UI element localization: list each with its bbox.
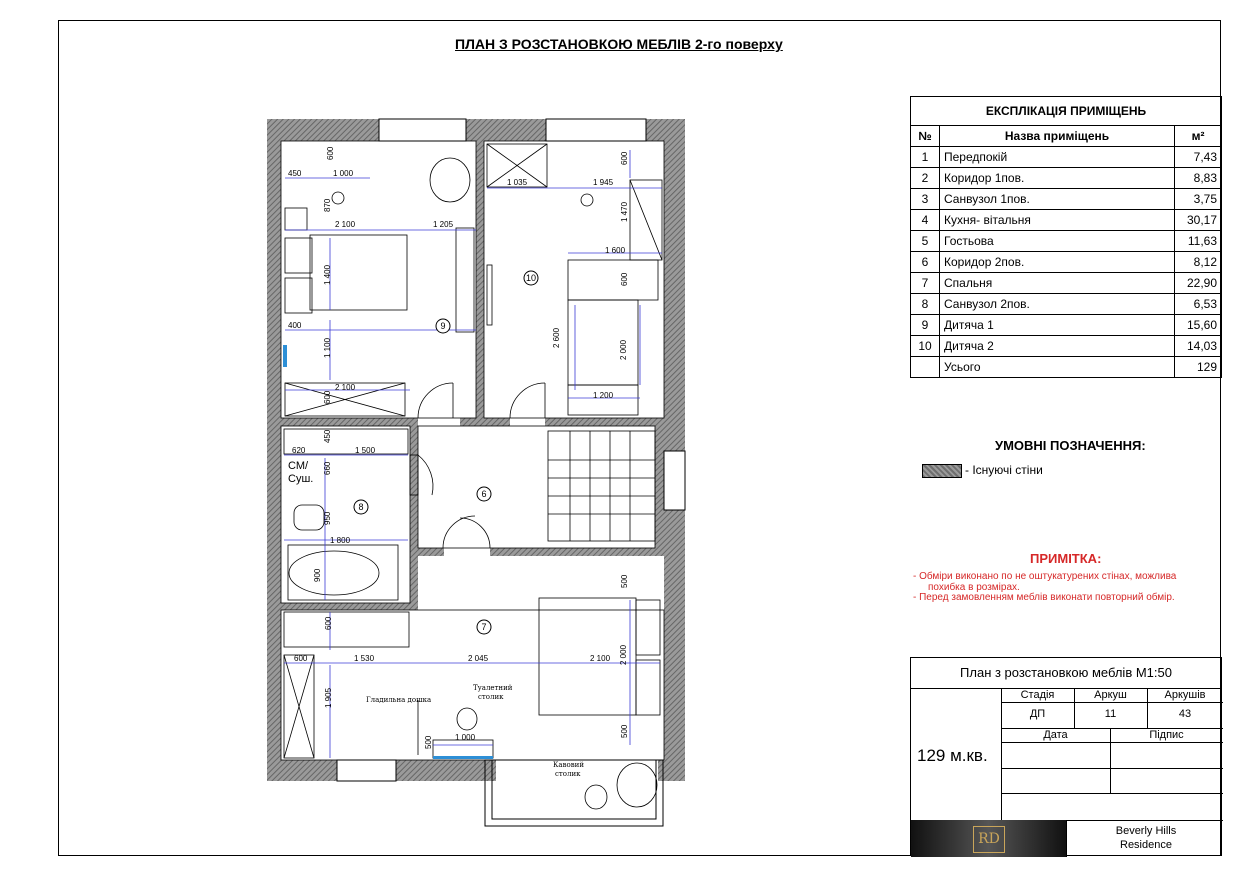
coffee-table-label-2: столик xyxy=(555,770,581,778)
row-name: Дитяча 2 xyxy=(940,336,1175,357)
row-area: 15,60 xyxy=(1175,315,1222,336)
row-area: 6,53 xyxy=(1175,294,1222,315)
row-name: Коридор 2пов. xyxy=(940,252,1175,273)
ironing-board-label: Гладильна дошка xyxy=(366,696,432,704)
row-name: Передпокій xyxy=(940,147,1175,168)
row-name: Кухня- вітальня xyxy=(940,210,1175,231)
legend-item: - Існуючі стіни xyxy=(965,463,1043,477)
svg-text:1 470: 1 470 xyxy=(620,201,629,222)
explication-table xyxy=(910,96,1222,378)
svg-text:2 000: 2 000 xyxy=(619,644,628,665)
svg-text:600: 600 xyxy=(620,151,629,165)
row-name: Гостьова xyxy=(940,231,1175,252)
svg-text:1 035: 1 035 xyxy=(507,178,528,187)
explication-row xyxy=(911,315,1222,336)
svg-text:600: 600 xyxy=(326,146,335,160)
svg-text:1 205: 1 205 xyxy=(433,220,454,229)
explication-row xyxy=(911,189,1222,210)
row-no: 10 xyxy=(911,336,940,357)
svg-text:450: 450 xyxy=(288,169,302,178)
note-heading: ПРИМІТКА: xyxy=(1030,551,1102,566)
svg-text:500: 500 xyxy=(620,574,629,588)
explication-row xyxy=(911,147,1222,168)
svg-text:1 000: 1 000 xyxy=(455,733,476,742)
svg-text:950: 950 xyxy=(323,511,332,525)
svg-text:400: 400 xyxy=(288,321,302,330)
sheet-label: Аркуш xyxy=(1094,689,1127,701)
row-no: 9 xyxy=(911,315,940,336)
sheet-title: План з розстановкою меблів М1:50 xyxy=(911,658,1221,689)
total-area: 129 м.кв. xyxy=(917,746,988,765)
col-name: Назва приміщень xyxy=(940,126,1175,147)
row-area: 8,12 xyxy=(1175,252,1222,273)
sheets-value: 43 xyxy=(1178,708,1192,720)
svg-text:1 000: 1 000 xyxy=(333,169,354,178)
row-no: 8 xyxy=(911,294,940,315)
coffee-table-label: Кавовий xyxy=(553,761,585,769)
room-number-10: 10 xyxy=(525,273,537,283)
svg-text:600: 600 xyxy=(620,272,629,286)
washer-dryer-label-line1: СМ/ xyxy=(288,460,309,472)
sheet-value: 11 xyxy=(1104,708,1117,720)
row-area: 30,17 xyxy=(1175,210,1222,231)
stage-value: ДП xyxy=(1029,708,1046,720)
row-area: 8,83 xyxy=(1175,168,1222,189)
vanity-table-label: Туалетний xyxy=(473,684,513,692)
svg-text:1 100: 1 100 xyxy=(323,337,332,358)
washer-dryer-label-line2: Суш. xyxy=(288,473,314,485)
svg-text:2 100: 2 100 xyxy=(590,654,611,663)
title-block xyxy=(910,657,1222,856)
svg-text:1 905: 1 905 xyxy=(324,687,333,708)
brand-line-1: Beverly Hills xyxy=(1115,825,1177,837)
explication-heading: ЕКСПЛІКАЦІЯ ПРИМІЩЕНЬ xyxy=(910,96,1222,125)
explication-row xyxy=(911,336,1222,357)
row-area: 22,90 xyxy=(1175,273,1222,294)
explication-row xyxy=(911,294,1222,315)
legend-heading: УМОВНІ ПОЗНАЧЕННЯ: xyxy=(995,438,1146,453)
sheets-label: Аркушів xyxy=(1164,689,1206,701)
svg-text:500: 500 xyxy=(424,735,433,749)
sign-label: Підпис xyxy=(1149,729,1184,741)
svg-text:1 530: 1 530 xyxy=(354,654,375,663)
room-number-8: 8 xyxy=(358,502,364,512)
svg-text:1 945: 1 945 xyxy=(593,178,614,187)
svg-text:2 045: 2 045 xyxy=(468,654,489,663)
vanity-table-label-2: столик xyxy=(478,693,504,701)
row-name: Спальня xyxy=(940,273,1175,294)
row-no: 7 xyxy=(911,273,940,294)
row-no: 3 xyxy=(911,189,940,210)
existing-walls-swatch xyxy=(922,464,962,478)
svg-text:2 600: 2 600 xyxy=(552,327,561,348)
row-name: Санвузол 1пов. xyxy=(940,189,1175,210)
note-line-3: - Перед замовленням меблів виконати повторний обмір. xyxy=(913,592,1175,603)
svg-text:900: 900 xyxy=(313,568,322,582)
room-number-9: 9 xyxy=(440,321,446,331)
row-area: 3,75 xyxy=(1175,189,1222,210)
svg-text:660: 660 xyxy=(323,461,332,475)
col-area: м² xyxy=(1175,126,1222,147)
svg-text:2 100: 2 100 xyxy=(335,220,356,229)
room-number-6: 6 xyxy=(481,489,487,499)
explication-row xyxy=(911,231,1222,252)
svg-text:2 100: 2 100 xyxy=(335,383,356,392)
explication-row xyxy=(911,210,1222,231)
row-no: 4 xyxy=(911,210,940,231)
explication-row xyxy=(911,252,1222,273)
brand-line-2: Residence xyxy=(1120,839,1172,851)
svg-text:870: 870 xyxy=(323,198,332,212)
row-no: 6 xyxy=(911,252,940,273)
row-name: Дитяча 1 xyxy=(940,315,1175,336)
row-area: 14,03 xyxy=(1175,336,1222,357)
explication-total-row xyxy=(911,357,1222,378)
svg-text:2 000: 2 000 xyxy=(619,339,628,360)
row-name: Коридор 1пов. xyxy=(940,168,1175,189)
explication-row xyxy=(911,273,1222,294)
total-area-value: 129 xyxy=(1175,357,1222,378)
brand-name xyxy=(1101,824,1191,852)
svg-text:600: 600 xyxy=(294,654,308,663)
note-line-1: - Обміри виконано по не оштукатурених стінах, можлива xyxy=(913,571,1177,582)
svg-text:1 400: 1 400 xyxy=(323,264,332,285)
svg-text:1 200: 1 200 xyxy=(593,391,614,400)
svg-text:1 500: 1 500 xyxy=(355,446,376,455)
room-number-7: 7 xyxy=(481,622,487,632)
row-no: 2 xyxy=(911,168,940,189)
svg-text:600: 600 xyxy=(324,616,333,630)
total-label: Усього xyxy=(940,357,1175,378)
company-logo xyxy=(911,820,1066,857)
page-title: ПЛАН З РОЗСТАНОВКОЮ МЕБЛІВ 2-го поверху xyxy=(455,36,783,52)
svg-text:500: 500 xyxy=(620,724,629,738)
svg-text:1 800: 1 800 xyxy=(330,536,351,545)
dimensions xyxy=(288,146,629,749)
svg-text:620: 620 xyxy=(292,446,306,455)
date-label: Дата xyxy=(1043,729,1068,741)
logo-mark: RD xyxy=(973,826,1005,853)
row-no: 5 xyxy=(911,231,940,252)
row-area: 7,43 xyxy=(1175,147,1222,168)
explication-row xyxy=(911,168,1222,189)
row-area: 11,63 xyxy=(1175,231,1222,252)
row-no: 1 xyxy=(911,147,940,168)
row-name: Санвузол 2пов. xyxy=(940,294,1175,315)
svg-text:1 600: 1 600 xyxy=(605,246,626,255)
note-line-2: похибка в розмірах. xyxy=(928,582,1020,593)
svg-text:450: 450 xyxy=(323,429,332,443)
col-no: № xyxy=(911,126,940,147)
stage-label: Стадія xyxy=(1020,689,1055,701)
svg-text:600: 600 xyxy=(323,390,332,404)
